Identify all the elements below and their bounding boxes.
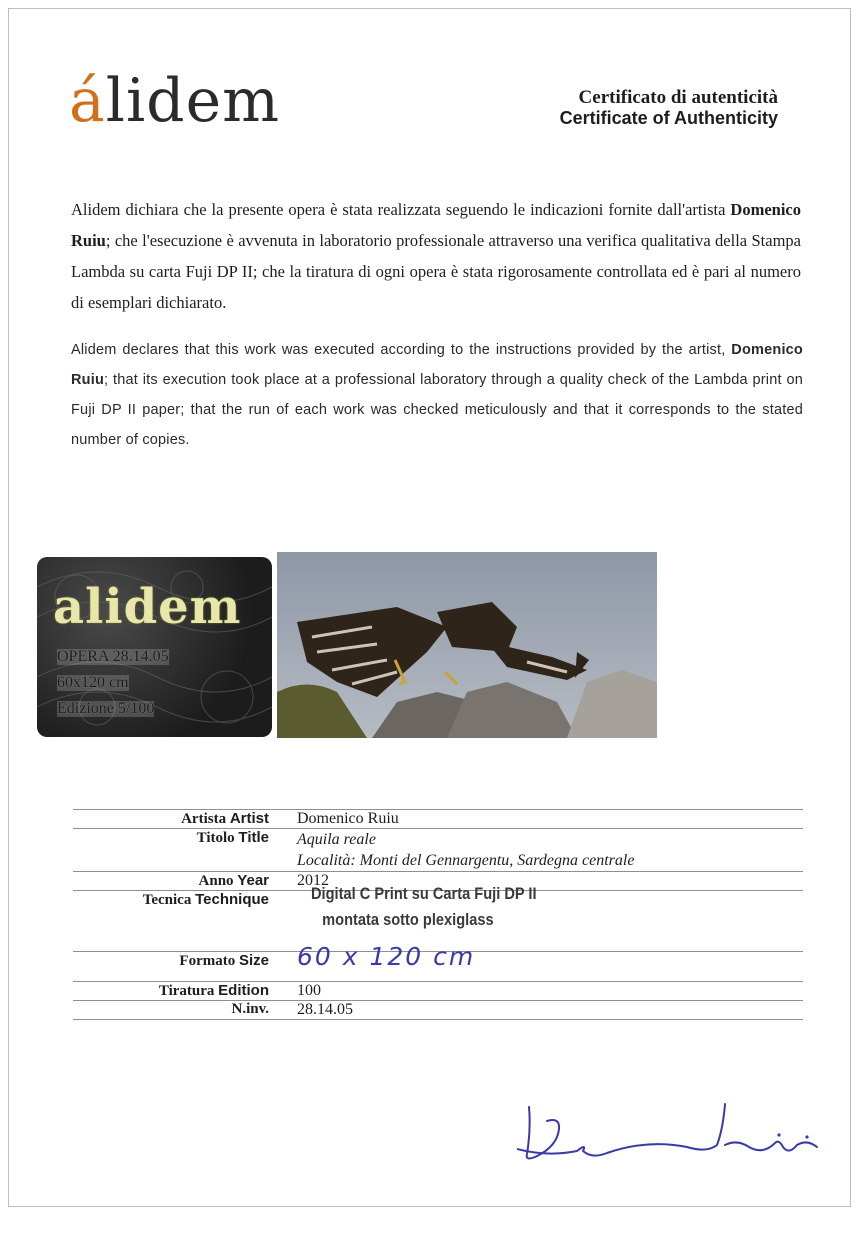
title-value-name: Aquila reale <box>297 831 376 848</box>
technique-line1: Digital C Print su Carta Fuji DP II <box>311 884 537 903</box>
detail-row-edition <box>73 982 803 1001</box>
hologram-edition: Edizione 5/100 <box>57 700 155 717</box>
declaration-en-part1: Alidem declares that this work was executed according to the instructions provided by the artist, <box>71 342 732 358</box>
artwork-details-table <box>73 809 803 1020</box>
declaration-en-part2: ; that its execution took place at a professional laboratory through a quality check of the Lambda print on Fuji DP II paper; that the run of each work was checked meticulously and that it corresponds to the stated number of copies. <box>71 372 803 448</box>
size-label: Formato Size <box>73 952 281 982</box>
declaration-it-artist: Domenico Ruiu <box>71 200 801 250</box>
alidem-logo <box>69 66 280 136</box>
size-handwritten: 60 x 120 cm <box>297 942 476 971</box>
artist-signature <box>517 1099 837 1179</box>
edition-value: 100 <box>281 982 803 1001</box>
size-value <box>281 942 803 982</box>
inventory-value: 28.14.05 <box>281 1001 803 1020</box>
edition-label: Tiratura Edition <box>73 982 281 1001</box>
declaration-english <box>71 335 803 455</box>
detail-row-artist <box>73 810 803 829</box>
title-value <box>281 829 803 872</box>
year-label: Anno Year <box>73 872 281 891</box>
detail-row-size <box>73 952 803 982</box>
logo-accent-icon: á <box>69 66 106 136</box>
year-value: 2012 <box>281 872 803 891</box>
declaration-it-part2: ; che l'esecuzione è avvenuta in laboratorio professionale attraverso una verifica qualitativa della Stampa Lambda su carta Fuji DP II; che la tiratura di ogni opera è stata rigorosamente controllata ed è pari al numero di esemplari dichiarato. <box>71 231 801 312</box>
declaration-it-part1: Alidem dichiara che la presente opera è stata realizzata seguendo le indicazioni fornite dall'artista <box>71 200 731 219</box>
technique-line2: montata sotto plexiglass <box>322 910 494 929</box>
hologram-size: 60x120 cm <box>57 674 129 691</box>
certificate-title-en: Certificate of Authenticity <box>559 108 778 128</box>
technique-stamp <box>311 881 746 933</box>
certificate-sheet <box>8 8 851 1207</box>
hologram-brand: alidem <box>53 579 242 635</box>
detail-row-title <box>73 829 803 872</box>
logo-text: lidem <box>105 66 280 136</box>
inventory-label: N.inv. <box>73 1001 281 1020</box>
declaration-en-artist: Domenico Ruiu <box>71 342 803 388</box>
artwork-thumbnail <box>277 552 657 738</box>
eagle-photo <box>277 552 657 738</box>
title-label: Titolo Title <box>73 829 281 872</box>
hologram-seal <box>37 557 272 737</box>
artist-value: Domenico Ruiu <box>281 810 803 829</box>
detail-row-inventory <box>73 1001 803 1020</box>
technique-label: Tecnica Technique <box>73 891 281 952</box>
artist-label: Artista Artist <box>73 810 281 829</box>
title-value-location: Località: Monti del Gennargentu, Sardegna centrale <box>297 852 635 869</box>
hologram-opera: OPERA 28.14.05 <box>57 648 169 665</box>
declaration-italian <box>71 194 801 318</box>
certificate-title-it: Certificato di autenticità <box>578 87 778 108</box>
